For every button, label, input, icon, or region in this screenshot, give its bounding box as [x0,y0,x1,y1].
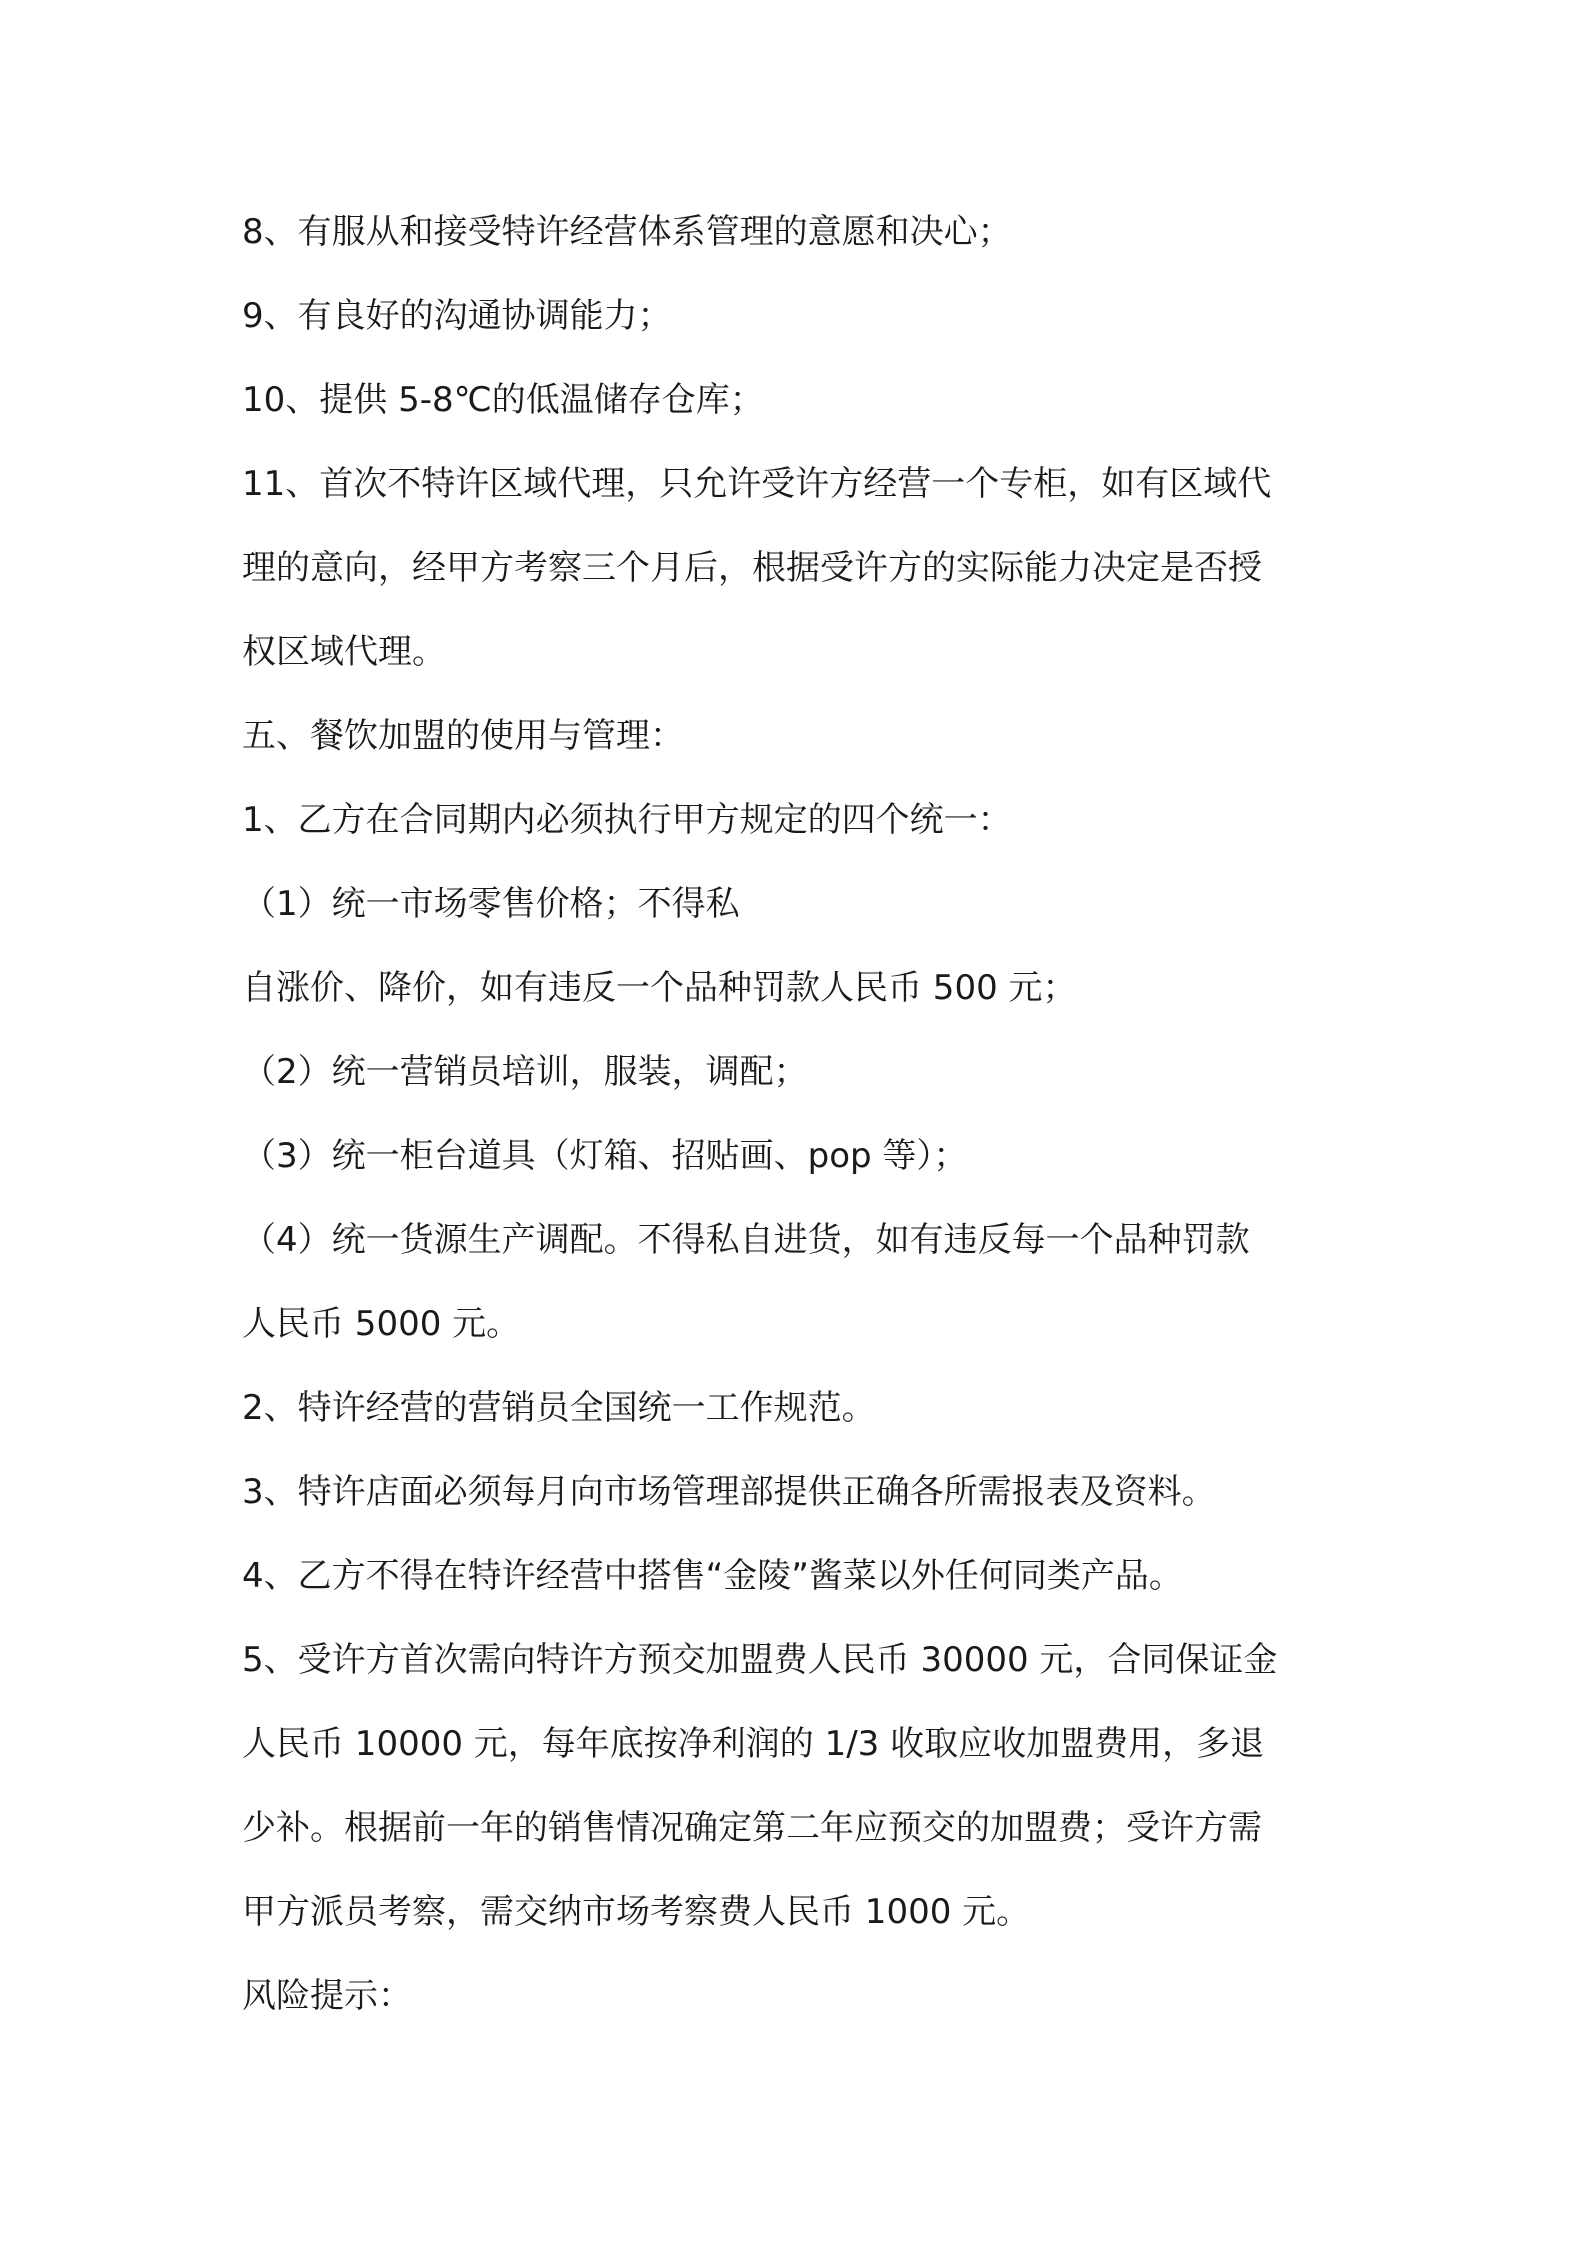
clause-8-line: 8、有服从和接受特许经营体系管理的意愿和决心； [242,212,1012,252]
item-5-line-2: 人民币 10000 元，每年底按净利润的 1/3 收取应收加盟费用，多退 [242,1724,1265,1764]
item-3-line: 3、特许店面必须每月向市场管理部提供正确各所需报表及资料。 [242,1472,1216,1512]
subitem-4-line-1: （4）统一货源生产调配。不得私自进货，如有违反每一个品种罚款 [242,1220,1250,1260]
subitem-3-line: （3）统一柜台道具（灯箱、招贴画、pop 等）； [242,1136,968,1176]
subitem-2-line: （2）统一营销员培训，服装，调配； [242,1052,808,1092]
subitem-1-line-2: 自涨价、降价，如有违反一个品种罚款人民币 500 元； [242,968,1077,1008]
subitem-4-line-2: 人民币 5000 元。 [242,1304,521,1344]
item-5-line-1: 5、受许方首次需向特许方预交加盟费人民币 30000 元，合同保证金 [242,1640,1278,1680]
item-2-line: 2、特许经营的营销员全国统一工作规范。 [242,1388,876,1428]
subitem-1-line-1: （1）统一市场零售价格；不得私 [242,884,740,924]
clause-11-line-2: 理的意向，经甲方考察三个月后，根据受许方的实际能力决定是否授 [242,548,1262,588]
item-5-line-4: 甲方派员考察，需交纳市场考察费人民币 1000 元。 [242,1892,1031,1932]
clause-9-line: 9、有良好的沟通协调能力； [242,296,672,336]
item-4-line: 4、乙方不得在特许经营中搭售“金陵”酱菜以外任何同类产品。 [242,1556,1183,1596]
clause-11-line-1: 11、首次不特许区域代理，只允许受许方经营一个专柜，如有区域代 [242,464,1272,504]
clause-11-line-3: 权区域代理。 [242,632,446,672]
item-1-line: 1、乙方在合同期内必须执行甲方规定的四个统一： [242,800,1012,840]
section-5-heading: 五、餐饮加盟的使用与管理： [242,716,684,756]
risk-notice-heading: 风险提示： [242,1976,412,2016]
document-body [242,190,1362,2038]
item-5-line-3: 少补。根据前一年的销售情况确定第二年应预交的加盟费；受许方需 [242,1808,1262,1848]
clause-10-line: 10、提供 5-8℃的低温储存仓库； [242,380,764,420]
